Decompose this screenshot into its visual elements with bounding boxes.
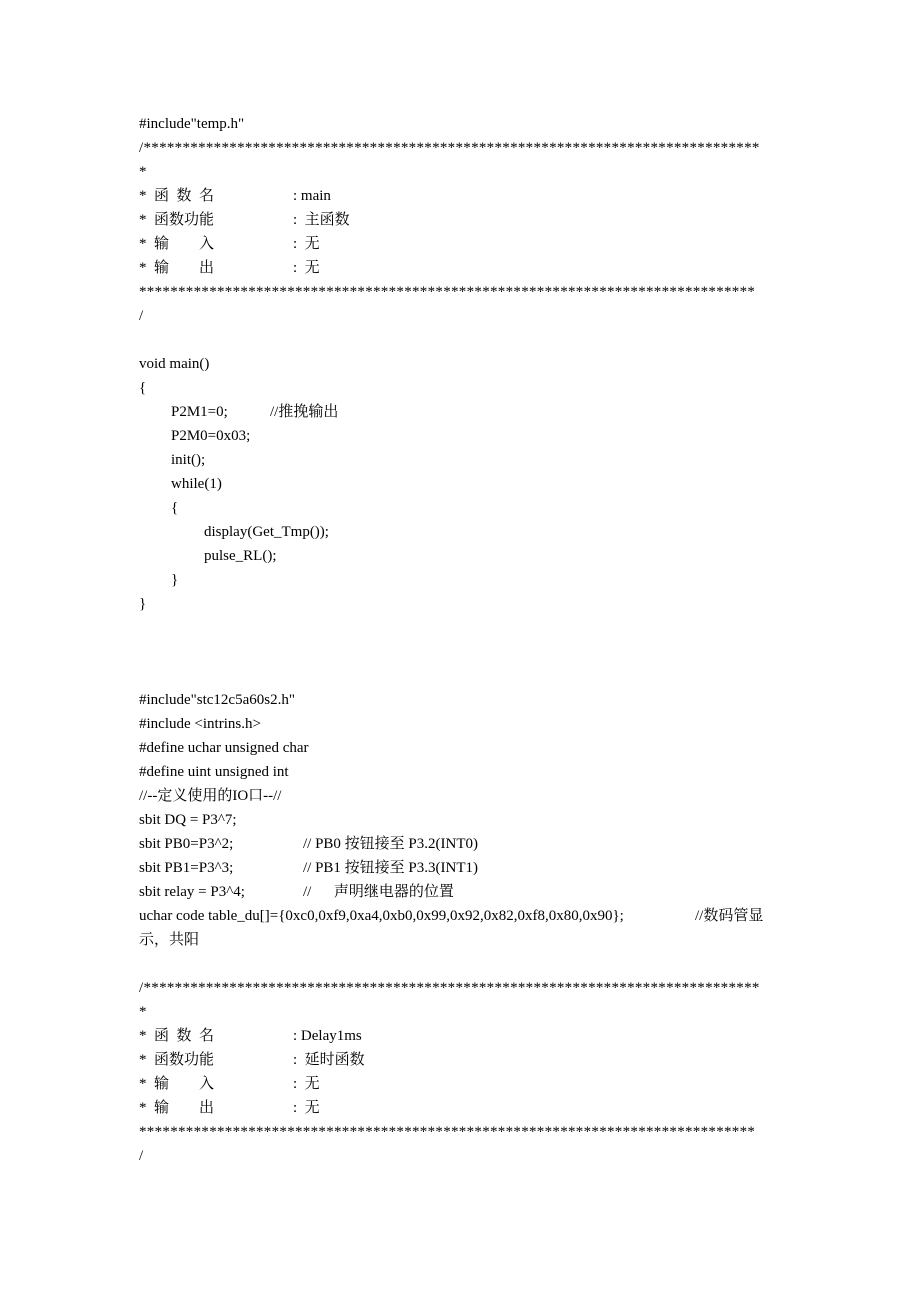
sbit-pb1: sbit PB1=P3^3; [139, 860, 234, 876]
sbit-relay: sbit relay = P3^4; [139, 884, 245, 900]
delay-value-name: : Delay1ms [293, 1028, 362, 1044]
code-init: init(); [171, 452, 206, 468]
code-while-close: } [171, 572, 179, 588]
comment-header-bottom: ******************************************************************************* [139, 284, 756, 300]
comment-label-input: * 输 入 [139, 236, 215, 252]
define-uchar: #define uchar unsigned char [139, 740, 309, 756]
include-intrins: #include <intrins.h> [139, 716, 261, 732]
delay-value-input: : 无 [293, 1076, 320, 1092]
delay-star: * [139, 1004, 147, 1020]
sbit-pb0-comment: // PB0 按钮接至 P3.2(INT0) [303, 836, 479, 852]
include-temp: #include"temp.h" [139, 116, 245, 132]
comment-value-function: : 主函数 [293, 212, 350, 228]
delay-header-bottom: ******************************************************************************* [139, 1124, 756, 1140]
code-pulse: pulse_RL(); [204, 548, 277, 564]
comment-value-name: : main [293, 188, 331, 204]
comment-value-input: : 无 [293, 236, 320, 252]
delay-label-name: * 函 数 名 [139, 1028, 215, 1044]
comment-star: * [139, 164, 147, 180]
code-while-open: { [171, 500, 179, 516]
comment-header-top: /******************************************************************************* [139, 140, 760, 156]
comment-label-output: * 输 出 [139, 260, 215, 276]
define-uint: #define uint unsigned int [139, 764, 289, 780]
code-p2m0: P2M0=0x03; [171, 428, 251, 444]
code-display: display(Get_Tmp()); [204, 524, 329, 540]
delay-slash: / [139, 1148, 144, 1164]
code-p2m1: P2M1=0; [171, 404, 228, 420]
main-open-brace: { [139, 380, 147, 396]
sbit-dq: sbit DQ = P3^7; [139, 812, 237, 828]
code-while: while(1) [171, 476, 222, 492]
delay-value-function: : 延时函数 [293, 1052, 365, 1068]
delay-label-function: * 函数功能 [139, 1052, 215, 1068]
table-du-comment-wrap: 示，共阳 [139, 932, 200, 948]
comment-label-function: * 函数功能 [139, 212, 215, 228]
delay-label-input: * 输 入 [139, 1076, 215, 1092]
delay-value-output: : 无 [293, 1100, 320, 1116]
include-stc: #include"stc12c5a60s2.h" [139, 692, 295, 708]
delay-label-output: * 输 出 [139, 1100, 215, 1116]
code-p2m1-comment: //推挽输出 [270, 404, 339, 420]
comment-value-output: : 无 [293, 260, 320, 276]
sbit-pb1-comment: // PB1 按钮接至 P3.3(INT1) [303, 860, 479, 876]
main-signature: void main() [139, 356, 210, 372]
sbit-pb0: sbit PB0=P3^2; [139, 836, 234, 852]
comment-label-name: * 函 数 名 [139, 188, 215, 204]
main-close-brace: } [139, 596, 147, 612]
table-du-comment: //数码管显 [695, 908, 764, 924]
sbit-relay-comment: // 声明继电器的位置 [303, 884, 454, 900]
io-comment: //--定义使用的IO口--// [139, 788, 282, 804]
table-du: uchar code table_du[]={0xc0,0xf9,0xa4,0xb0,0x99,0x92,0x82,0xf8,0x80,0x90}; [139, 908, 624, 924]
comment-slash: / [139, 308, 144, 324]
delay-header-top: /******************************************************************************* [139, 980, 760, 996]
